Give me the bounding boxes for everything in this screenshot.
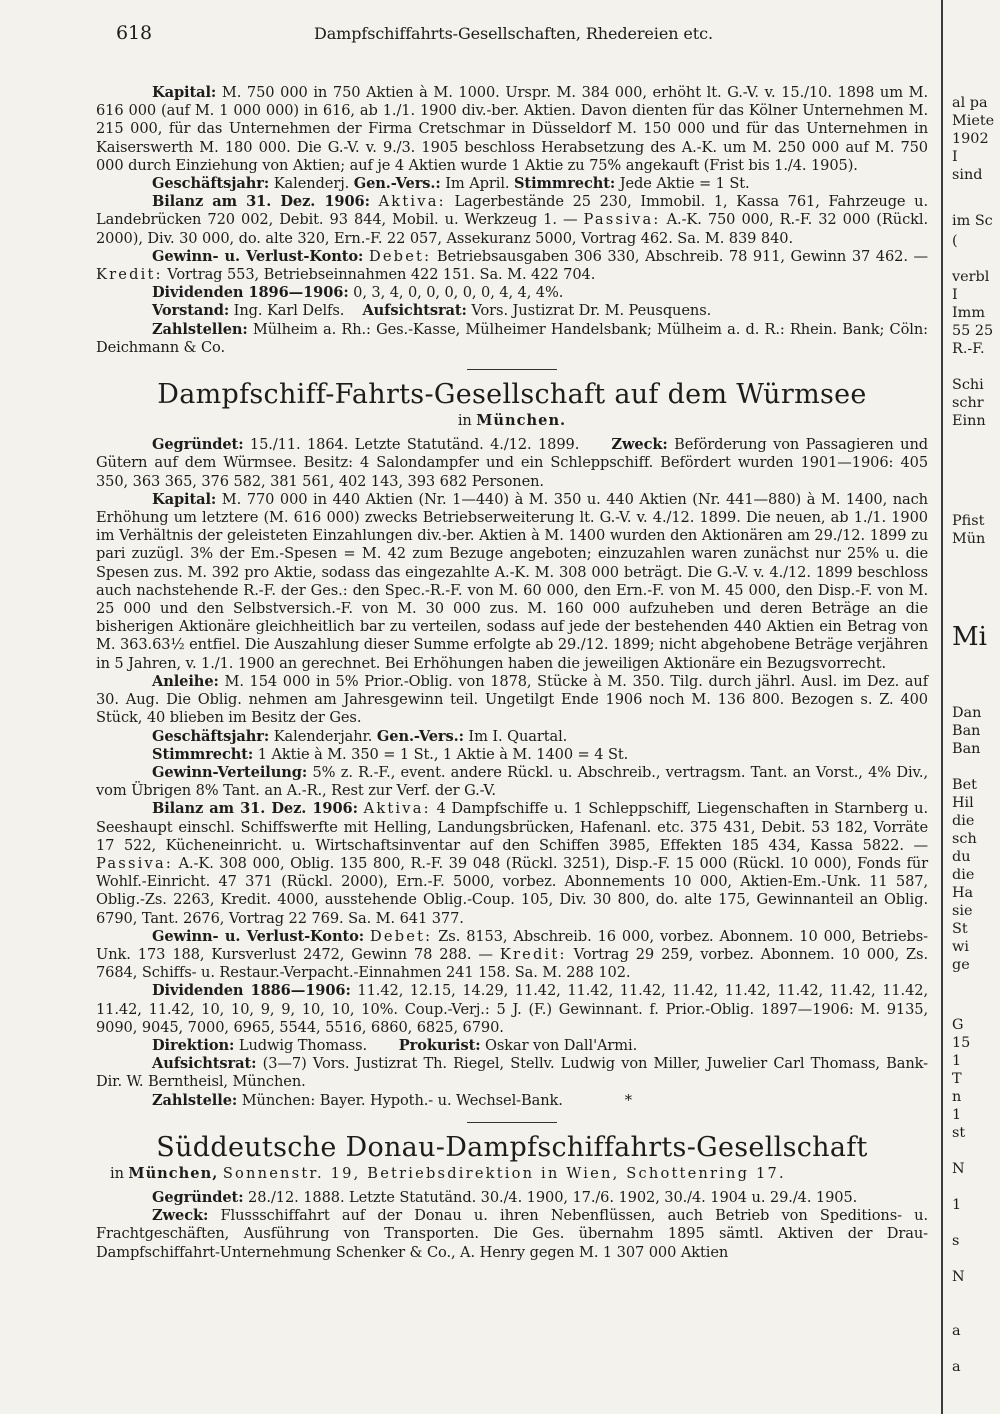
adjacent-text: Hil [952, 795, 974, 811]
adjacent-heading: Mi [952, 622, 987, 652]
adjacent-text: N [952, 1161, 965, 1177]
ar-text: Vors. Justizrat Dr. M. Peusquens. [471, 302, 712, 320]
adjacent-text: 1902 [952, 131, 989, 147]
gj-text: Kalenderjahr. [273, 727, 373, 745]
adjacent-page-column [948, 0, 1000, 1414]
zweck-text: Beförderung von Passagieren und Gütern auf dem Würmsee. Besitz: 4 Salondampfer und ein Schleppschiff. Befördert wurden 1901—1906: 405 350, 363 365, 376 582, 381 561, 402 143, 393 682 Personen. [96, 436, 928, 490]
div-text: 11.42, 12.15, 14.29, 11.42, 11.42, 11.42, 11.42, 11.42, 11.42, 11.42, 11.42, 11.42, 11.42, 10, 10, 9, 9, 10, 10, 10%. Coup.-Verj.: 5 J. (F.) Gewinnant. f. Prior.-Oblig. 1897—1906: M. 9135, 9090, 9045, 7000, 6965, 5544, 5516, 6860, 6825, 6790. [96, 982, 929, 1036]
section-divider [467, 1122, 557, 1123]
debet-word: Debet: [369, 927, 433, 945]
adjacent-text: a [952, 1323, 961, 1339]
zweck-text: Flussschiffahrt auf der Donau u. ihren Nebenflüssen, auch Betrieb von Speditions- u. Frachtgeschäften, Ausführung von Transporten. Die Ges. übernahm 1895 sämtl. Aktiven der Drau-Dampfschiffahrt-Unternehmung Schenker & Co., A. Henry gegen M. 1 307 000 Aktien [96, 1207, 928, 1261]
guv-text-1: Betriebsausgaben 306 330, Abschreib. 78 911, Gewinn 37 462. — [436, 247, 928, 265]
gv-text: Im I. Quartal. [468, 727, 568, 745]
adjacent-text: Pfist [952, 513, 985, 529]
guv-paragraph [96, 248, 928, 284]
aktiva-word: Aktiva: [363, 800, 431, 818]
gv-label: Gen.-Vers.: [353, 175, 441, 193]
gewv-label: Gewinn-Verteilung: [152, 763, 308, 781]
gegr-label: Gegründet: [152, 1188, 244, 1206]
anleihe-paragraph [96, 673, 928, 728]
aufsichtsrat-paragraph [96, 1055, 928, 1091]
prok-label: Prokurist: [398, 1036, 481, 1054]
gewv-text: 5% z. R.-F., event. andere Rückl. u. Abschreib., vertragsm. Tant. an Vorst., 4% Div., vom Übrigen 8% Tant. an A.-R., Rest zur Verf. der G.-V. [96, 763, 928, 800]
anleihe-label: Anleihe: [152, 672, 219, 690]
adjacent-text: st [952, 1125, 966, 1141]
adjacent-text: R.-F. [952, 341, 985, 357]
zweck-label: Zweck: [152, 1207, 209, 1225]
kredit-word: Kredit: [96, 266, 163, 284]
adjacent-text: die [952, 867, 975, 883]
place-prefix: in [110, 1164, 124, 1182]
adjacent-text: verbl [952, 269, 990, 285]
section-divider [467, 369, 557, 370]
adjacent-text: du [952, 849, 971, 865]
adjacent-text: ( [952, 233, 958, 249]
adjacent-text: I [952, 149, 958, 165]
gewinnverteilung-paragraph [96, 764, 928, 800]
adjacent-text: Mün [952, 531, 986, 547]
adjacent-text: n [952, 1089, 962, 1105]
company-title: Süddeutsche Donau-Dampfschiffahrts-Gesellschaft [156, 1131, 868, 1163]
column-divider [941, 0, 943, 1414]
adjacent-text: sie [952, 903, 973, 919]
adjacent-text: ge [952, 957, 970, 973]
page-number: 618 [116, 22, 152, 44]
guv-text-1: Zs. 8153, Abschreib. 16 000, vorbez. Abonnem. 10 000, Betriebs-Unk. 173 188, Kursverlust 2472, Gewinn 78 288. — [96, 927, 928, 963]
main-column [96, 24, 928, 1262]
running-head-title: Dampfschiffahrts-Gesellschaften, Rhedereien etc. [314, 24, 713, 43]
gv-text: Im April. [445, 175, 510, 193]
section-wuermsee [96, 380, 928, 1110]
stimm-text: 1 Aktie à M. 350 = 1 St., 1 Aktie à M. 1400 = 4 St. [257, 745, 629, 763]
zahl-text: Mülheim a. Rh.: Ges.-Kasse, Mülheimer Handelsbank; Mülheim a. d. R.: Rhein. Bank; Cöln: Deichmann & Co. [96, 320, 928, 356]
adjacent-text: Ha [952, 885, 974, 901]
bilanz-paragraph [96, 193, 928, 248]
adjacent-text: 55 25 [952, 323, 994, 339]
adjacent-text: die [952, 813, 975, 829]
adjacent-text: Schi [952, 377, 984, 393]
stimm-label: Stimmrecht: [152, 745, 254, 763]
aktiva-word: Aktiva: [378, 193, 446, 211]
adjacent-text: 1 [952, 1053, 962, 1069]
gegr-text: 28./12. 1888. Letzte Statutänd. 30./4. 1900, 17./6. 1902, 30./4. 1904 u. 29./4. 1905. [248, 1188, 858, 1206]
adjacent-text: 1 [952, 1197, 962, 1213]
adjacent-text: N [952, 1269, 965, 1285]
zahl-label: Zahlstelle: [152, 1091, 238, 1109]
adjacent-text: sch [952, 831, 977, 847]
adjacent-text: Ban [952, 741, 981, 757]
gj-text: Kalenderj. [273, 175, 350, 193]
company-place [96, 412, 928, 430]
guv-text-2: Vortrag 553, Betriebseinnahmen 422 151. Sa. M. 422 704. [167, 266, 596, 284]
vorstand-paragraph [96, 302, 928, 320]
adjacent-text: Einn [952, 413, 986, 429]
adjacent-text: I [952, 287, 958, 303]
adjacent-text: Miete [952, 113, 995, 129]
section-donau [96, 1133, 928, 1262]
kredit-word: Kredit: [499, 945, 567, 963]
kapital-paragraph [96, 84, 928, 175]
place-name: München, [128, 1164, 219, 1182]
bilanz-text-1: Lagerbestände 25 230, Immobil. 1, Kassa 761, Fahrzeuge u. Landebrücken 720 002, Debit. 93 844, Mobil. u. Werkzeug 1. — [96, 193, 928, 229]
gegruendet-paragraph [96, 1189, 928, 1207]
div-label: Dividenden 1896—1906: [152, 284, 349, 302]
zweck-label: Zweck: [611, 436, 668, 454]
adjacent-text: G [952, 1017, 964, 1033]
stimm-label: Stimmrecht: [513, 175, 616, 193]
ar-label: Aufsichtsrat: [362, 302, 467, 320]
bilanz-label: Bilanz am 31. Dez. 1906: [152, 800, 358, 818]
company-title: Dampfschiff-Fahrts-Gesellschaft auf dem Würmsee [157, 379, 867, 411]
company-place [110, 1165, 928, 1183]
ar-text: (3—7) Vors. Justizrat Th. Riegel, Stellv. Ludwig von Miller, Juwelier Carl Thomass, Bank-Dir. W. Berntheisl, München. [96, 1055, 928, 1091]
kapital-label: Kapital: [152, 84, 217, 101]
zweck-paragraph [96, 1207, 928, 1262]
footnote-star: * [624, 1091, 632, 1109]
bilanz-text-1: 4 Dampfschiffe u. 1 Schleppschiff, Liegenschaften in Starnberg u. Seeshaupt einschl. Schiffswerfte mit Helling, Landungsbrücken, Hafenanl. etc. 375 431, Debit. 53 182, Vorräte 17 522, Kücheneinricht. u. Wirtschaftsinventar auf den Schiffen 3985, Effekten 185 434, Kassa 5822. — [96, 800, 928, 854]
adjacent-text: 1 [952, 1107, 962, 1123]
guv-paragraph [96, 928, 928, 983]
bilanz-label: Bilanz am 31. Dez. 1906: [152, 193, 370, 211]
gegr-text: 15./11. 1864. Letzte Statutänd. 4./12. 1899. [249, 436, 580, 454]
div-label: Dividenden 1886—1906: [152, 982, 351, 1000]
kapital-paragraph [96, 491, 928, 673]
bilanz-paragraph [96, 800, 928, 927]
adjacent-text: Imm [952, 305, 985, 321]
adjacent-text: Dan [952, 705, 982, 721]
div-text: 0, 3, 4, 0, 0, 0, 0, 0, 4, 4, 4%. [353, 284, 564, 302]
guv-text-2: Vortrag 29 259, vorbez. Abonnem. 10 000, Zs. 7684, Schiffs- u. Restaur.-Verpacht.-Einnahmen 241 158. Sa. M. 288 102. [96, 945, 928, 982]
geschaeftsjahr-paragraph [96, 175, 928, 193]
place-name: München. [476, 412, 567, 430]
dividenden-paragraph [96, 982, 928, 1037]
running-head [96, 24, 928, 58]
section-continued-company [96, 84, 928, 357]
gj-label: Geschäftsjahr: [152, 175, 270, 193]
vorstand-text: Ing. Karl Delfs. [233, 302, 345, 320]
dividenden-paragraph [96, 284, 928, 302]
gegr-label: Gegründet: [152, 436, 244, 454]
adjacent-text: 15 [952, 1035, 971, 1051]
ar-label: Aufsichtsrat: [152, 1055, 257, 1073]
kapital-label: Kapital: [152, 490, 217, 508]
kapital-text: M. 750 000 in 750 Aktien à M. 1000. Urspr. M. 384 000, erhöht lt. G.-V. v. 15./10. 1898 um M. 616 000 (auf M. 1 000 000) in 616, ab 1./1. 1900 div.-ber. Aktien. Davon dienten für das Kölner Unternehmen M. 215 000, für das Unternehmen der Firma Cretschmar in Düsseldorf M. 150 000 und für das Unternehmen in Kaiserswerth M. 180 000. Die G.-V. v. 9./3. 1905 beschloss Herabsetzung des A.-K. um M. 250 000 auf M. 750 000 durch Einziehung von Aktien; auf je 4 Aktien wurde 1 Aktie zu 75% angekauft (Frist bis 1./4. 1905). [96, 84, 929, 174]
adjacent-text: wi [952, 939, 969, 955]
zahlstellen-paragraph [96, 321, 928, 357]
bilanz-text-2: A.-K. 308 000, Oblig. 135 800, R.-F. 39 048 (Rückl. 3251), Disp.-F. 15 000 (Rückl. 10 000), Fonds für Wohlf.-Einricht. 47 371 (Rückl. 2000), Ern.-F. 5000, vorbez. Abonnements 10 000, Aktien-Em.-Unk. 11 587, Oblig.-Zs. 2263, Kredit. 4000, ausstehende Oblig.-Coup. 105, Div. 30 800, do. alte 175, Gewinnanteil an Oblig. 6790, Tant. 2676, Vortrag 22 769. Sa. M. 641 377. [96, 854, 928, 927]
direktion-paragraph [96, 1037, 928, 1055]
zahl-label: Zahlstellen: [152, 320, 248, 338]
dir-label: Direktion: [152, 1036, 235, 1054]
adjacent-text: St [952, 921, 968, 937]
kapital-text: M. 770 000 in 440 Aktien (Nr. 1—440) à M. 350 u. 440 Aktien (Nr. 441—880) à M. 1400, nach Erhöhung um letztere (M. 616 000) zwecks Betriebserweiterung lt. G.-V. v. 4./12. 1899. Die neuen, ab 1./1. 1900 im Verhältnis der geleisteten Einzahlungen div.-ber. Aktien à M. 1400 wurden den Aktionären am 29./12. 1899 zu pari zuzügl. 3% der Em.-Spesen = M. 42 zum Bezuge angeboten; einzuzahlen waren zunächst nur 25% u. die Spesen zus. M. 392 pro Aktie, sodass das eingezahlte A.-K. M. 308 000 beträgt. Die G.-V. v. 4./12. 1899 beschloss auch nachstehende R.-F. der Ges.: den Spec.-R.-F. von M. 60 000, den Ern.-F. von M. 45 000, den Disp.-F. von M. 25 000 und den Selbstversich.-F. von M. 30 000 zus. M. 160 000 aufzuheben und deren Beträge an die bisherigen Aktionäre gleichheitlich bar zu verteilen, sodass auf jede der bestehenden 440 Aktien ein Betrag von M. 363.63½ entfiel. Die Auszahlung dieser Summe erfolgte ab 29./12. 1899; nicht abgehobene Beträge verjähren in 5 Jahren, v. 1./1. 1900 an gerechnet. Bei Erhöhungen haben die jeweiligen Aktionäre ein Bezugsvorrecht. [96, 490, 928, 672]
adjacent-text: Bet [952, 777, 977, 793]
bilanz-text-2: A.-K. 750 000, R.-F. 32 000 (Rückl. 2000), Div. 30 000, do. alte 320, Ern.-F. 22 057, Assekuranz 5000, Vortrag 462. Sa. M. 839 840. [96, 211, 928, 247]
gegruendet-paragraph [96, 436, 928, 491]
anleihe-text: M. 154 000 in 5% Prior.-Oblig. von 1878, Stücke à M. 350. Tilg. durch jährl. Ausl. im Dez. auf 30. Aug. Die Oblig. nehmen am Jahresgewinn teil. Ungetilgt Ende 1906 noch M. 136 800. Bezogen s. Z. 400 Stück, 40 blieben im Besitz der Ges. [96, 672, 928, 727]
vorstand-label: Vorstand: [152, 302, 230, 320]
geschaeftsjahr-paragraph [96, 728, 928, 746]
place-prefix: in [457, 412, 472, 430]
zahlstelle-paragraph [96, 1092, 928, 1110]
stimmrecht-paragraph [96, 746, 928, 764]
adjacent-text: s [952, 1233, 960, 1249]
guv-label: Gewinn- u. Verlust-Konto: [152, 247, 364, 265]
adjacent-text: Ban [952, 723, 981, 739]
address-text: Sonnenstr. 19, Betriebsdirektion in Wien, Schottenring 17. [222, 1164, 786, 1182]
gv-label: Gen.-Vers.: [376, 727, 464, 745]
debet-word: Debet: [368, 247, 432, 265]
adjacent-text: sind [952, 167, 983, 183]
passiva-word: Passiva: [96, 854, 173, 872]
prok-text: Oskar von Dall'Armi. [485, 1036, 638, 1054]
adjacent-text: al pa [952, 95, 988, 111]
adjacent-text: a [952, 1359, 961, 1375]
adjacent-text: schr [952, 395, 984, 411]
gj-label: Geschäftsjahr: [152, 727, 270, 745]
adjacent-text: im Sc [952, 213, 993, 229]
guv-label: Gewinn- u. Verlust-Konto: [152, 927, 365, 945]
adjacent-text: T [952, 1071, 962, 1087]
dir-text: Ludwig Thomass. [238, 1036, 368, 1054]
passiva-word: Passiva: [583, 211, 661, 229]
zahl-text: München: Bayer. Hypoth.- u. Wechsel-Bank. [241, 1091, 563, 1109]
stimm-text: Jede Aktie = 1 St. [619, 175, 750, 193]
